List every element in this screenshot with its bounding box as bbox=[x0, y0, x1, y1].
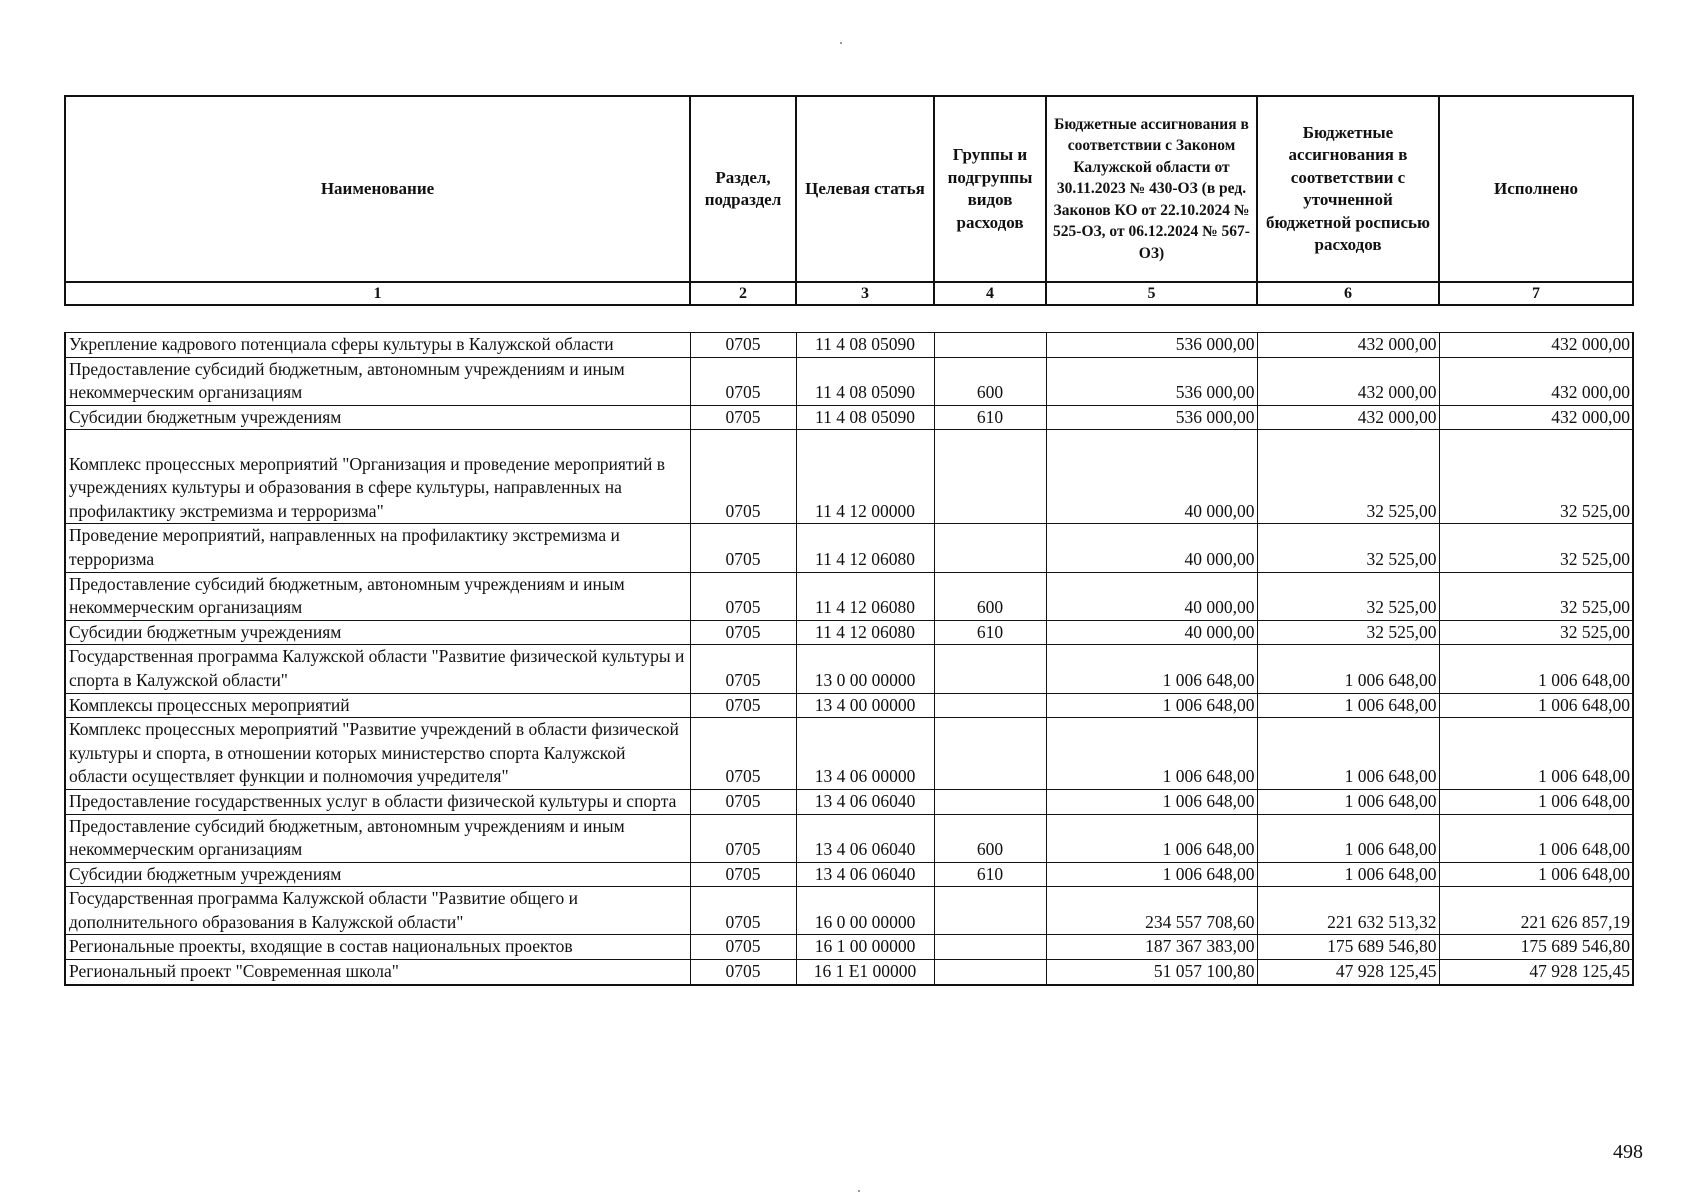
row-executed-amount: 32 525,00 bbox=[1439, 620, 1633, 645]
row-name: Субсидии бюджетным учреждениям bbox=[65, 620, 690, 645]
row-executed-amount: 1 006 648,00 bbox=[1439, 693, 1633, 718]
row-revised-amount: 432 000,00 bbox=[1257, 405, 1439, 430]
row-section: 0705 bbox=[690, 333, 796, 358]
row-expense-group: 600 bbox=[934, 814, 1046, 862]
row-section: 0705 bbox=[690, 862, 796, 887]
table-row bbox=[65, 524, 1633, 572]
scan-dot bbox=[840, 42, 842, 44]
row-section: 0705 bbox=[690, 718, 796, 790]
budget-table bbox=[64, 95, 1634, 986]
row-law-amount: 234 557 708,60 bbox=[1046, 887, 1257, 935]
row-section: 0705 bbox=[690, 405, 796, 430]
row-expense-group: 610 bbox=[934, 405, 1046, 430]
row-name: Предоставление государственных услуг в области физической культуры и спорта bbox=[65, 789, 690, 814]
row-name: Субсидии бюджетным учреждениям bbox=[65, 405, 690, 430]
row-expense-group: 610 bbox=[934, 620, 1046, 645]
row-target-article: 13 4 06 06040 bbox=[796, 789, 934, 814]
row-expense-group bbox=[934, 693, 1046, 718]
column-number: 1 bbox=[65, 282, 690, 305]
row-executed-amount: 221 626 857,19 bbox=[1439, 887, 1633, 935]
row-executed-amount: 1 006 648,00 bbox=[1439, 814, 1633, 862]
table-row bbox=[65, 789, 1633, 814]
row-law-amount: 536 000,00 bbox=[1046, 357, 1257, 405]
table-body bbox=[65, 305, 1633, 985]
row-expense-group bbox=[934, 935, 1046, 960]
row-name: Региональные проекты, входящие в состав национальных проектов bbox=[65, 935, 690, 960]
row-name: Государственная программа Калужской области "Развитие общего и дополнительного образования в Калужской области" bbox=[65, 887, 690, 935]
row-revised-amount: 1 006 648,00 bbox=[1257, 862, 1439, 887]
row-target-article: 16 0 00 00000 bbox=[796, 887, 934, 935]
row-name: Предоставление субсидий бюджетным, автономным учреждениям и иным некоммерческим организациям bbox=[65, 357, 690, 405]
row-expense-group bbox=[934, 718, 1046, 790]
row-section: 0705 bbox=[690, 887, 796, 935]
row-revised-amount: 432 000,00 bbox=[1257, 357, 1439, 405]
column-number: 4 bbox=[934, 282, 1046, 305]
row-revised-amount: 1 006 648,00 bbox=[1257, 789, 1439, 814]
row-target-article: 11 4 12 00000 bbox=[796, 430, 934, 524]
header-executed: Исполнено bbox=[1439, 96, 1633, 282]
row-target-article: 13 4 06 06040 bbox=[796, 862, 934, 887]
table-row bbox=[65, 572, 1633, 620]
row-name: Комплексы процессных мероприятий bbox=[65, 693, 690, 718]
table-row bbox=[65, 814, 1633, 862]
row-name: Предоставление субсидий бюджетным, автономным учреждениям и иным некоммерческим организациям bbox=[65, 572, 690, 620]
row-revised-amount: 221 632 513,32 bbox=[1257, 887, 1439, 935]
row-target-article: 11 4 08 05090 bbox=[796, 405, 934, 430]
row-revised-amount: 32 525,00 bbox=[1257, 430, 1439, 524]
row-section: 0705 bbox=[690, 960, 796, 985]
row-name: Укрепление кадрового потенциала сферы культуры в Калужской области bbox=[65, 333, 690, 358]
row-revised-amount: 1 006 648,00 bbox=[1257, 718, 1439, 790]
header-target-article: Целевая статья bbox=[796, 96, 934, 282]
row-law-amount: 40 000,00 bbox=[1046, 620, 1257, 645]
row-target-article: 11 4 12 06080 bbox=[796, 572, 934, 620]
row-revised-amount: 1 006 648,00 bbox=[1257, 693, 1439, 718]
row-section: 0705 bbox=[690, 814, 796, 862]
row-law-amount: 187 367 383,00 bbox=[1046, 935, 1257, 960]
table-row bbox=[65, 645, 1633, 693]
row-law-amount: 1 006 648,00 bbox=[1046, 789, 1257, 814]
row-executed-amount: 32 525,00 bbox=[1439, 524, 1633, 572]
column-number: 2 bbox=[690, 282, 796, 305]
row-expense-group bbox=[934, 645, 1046, 693]
row-law-amount: 1 006 648,00 bbox=[1046, 693, 1257, 718]
row-name: Субсидии бюджетным учреждениям bbox=[65, 862, 690, 887]
header-section: Раздел, подраздел bbox=[690, 96, 796, 282]
row-law-amount: 536 000,00 bbox=[1046, 333, 1257, 358]
row-law-amount: 40 000,00 bbox=[1046, 430, 1257, 524]
row-section: 0705 bbox=[690, 357, 796, 405]
table-row bbox=[65, 718, 1633, 790]
table-row bbox=[65, 430, 1633, 524]
row-expense-group bbox=[934, 789, 1046, 814]
row-revised-amount: 32 525,00 bbox=[1257, 620, 1439, 645]
row-executed-amount: 432 000,00 bbox=[1439, 405, 1633, 430]
column-number-row bbox=[65, 282, 1633, 305]
row-revised-amount: 32 525,00 bbox=[1257, 524, 1439, 572]
row-section: 0705 bbox=[690, 789, 796, 814]
row-expense-group bbox=[934, 333, 1046, 358]
row-section: 0705 bbox=[690, 524, 796, 572]
row-expense-group bbox=[934, 524, 1046, 572]
row-law-amount: 1 006 648,00 bbox=[1046, 718, 1257, 790]
row-name: Предоставление субсидий бюджетным, автономным учреждениям и иным некоммерческим организациям bbox=[65, 814, 690, 862]
row-executed-amount: 1 006 648,00 bbox=[1439, 718, 1633, 790]
row-revised-amount: 32 525,00 bbox=[1257, 572, 1439, 620]
row-executed-amount: 175 689 546,80 bbox=[1439, 935, 1633, 960]
table-row bbox=[65, 405, 1633, 430]
column-number: 7 bbox=[1439, 282, 1633, 305]
row-target-article: 16 1 00 00000 bbox=[796, 935, 934, 960]
row-target-article: 11 4 12 06080 bbox=[796, 620, 934, 645]
row-section: 0705 bbox=[690, 620, 796, 645]
row-target-article: 11 4 12 06080 bbox=[796, 524, 934, 572]
header-expense-groups: Группы и подгруппы видов расходов bbox=[934, 96, 1046, 282]
row-executed-amount: 47 928 125,45 bbox=[1439, 960, 1633, 985]
row-target-article: 11 4 08 05090 bbox=[796, 333, 934, 358]
row-target-article: 13 0 00 00000 bbox=[796, 645, 934, 693]
column-number: 5 bbox=[1046, 282, 1257, 305]
row-expense-group: 610 bbox=[934, 862, 1046, 887]
table-row bbox=[65, 357, 1633, 405]
row-section: 0705 bbox=[690, 430, 796, 524]
row-expense-group: 600 bbox=[934, 572, 1046, 620]
row-name: Региональный проект "Современная школа" bbox=[65, 960, 690, 985]
row-revised-amount: 47 928 125,45 bbox=[1257, 960, 1439, 985]
table-row bbox=[65, 862, 1633, 887]
row-executed-amount: 32 525,00 bbox=[1439, 430, 1633, 524]
header-revised-appropriations: Бюджетные ассигнования в соответствии с уточненной бюджетной росписью расходов bbox=[1257, 96, 1439, 282]
row-law-amount: 536 000,00 bbox=[1046, 405, 1257, 430]
row-executed-amount: 1 006 648,00 bbox=[1439, 862, 1633, 887]
row-expense-group bbox=[934, 430, 1046, 524]
row-section: 0705 bbox=[690, 645, 796, 693]
spacer-row bbox=[65, 305, 1633, 333]
row-revised-amount: 1 006 648,00 bbox=[1257, 814, 1439, 862]
row-name: Проведение мероприятий, направленных на профилактику экстремизма и терроризма bbox=[65, 524, 690, 572]
row-section: 0705 bbox=[690, 572, 796, 620]
row-expense-group: 600 bbox=[934, 357, 1046, 405]
row-name: Комплекс процессных мероприятий "Организация и проведение мероприятий в учреждениях культуры и образования в сфере культуры, направленных на профилактику экстремизма и терроризма" bbox=[65, 430, 690, 524]
row-revised-amount: 175 689 546,80 bbox=[1257, 935, 1439, 960]
row-section: 0705 bbox=[690, 693, 796, 718]
row-target-article: 11 4 08 05090 bbox=[796, 357, 934, 405]
row-law-amount: 40 000,00 bbox=[1046, 524, 1257, 572]
column-number: 6 bbox=[1257, 282, 1439, 305]
row-expense-group bbox=[934, 960, 1046, 985]
row-executed-amount: 432 000,00 bbox=[1439, 333, 1633, 358]
row-section: 0705 bbox=[690, 935, 796, 960]
row-executed-amount: 1 006 648,00 bbox=[1439, 789, 1633, 814]
row-executed-amount: 432 000,00 bbox=[1439, 357, 1633, 405]
row-executed-amount: 1 006 648,00 bbox=[1439, 645, 1633, 693]
row-target-article: 13 4 06 00000 bbox=[796, 718, 934, 790]
row-law-amount: 51 057 100,80 bbox=[1046, 960, 1257, 985]
row-target-article: 13 4 00 00000 bbox=[796, 693, 934, 718]
row-target-article: 16 1 Е1 00000 bbox=[796, 960, 934, 985]
header-name: Наименование bbox=[65, 96, 690, 282]
row-expense-group bbox=[934, 887, 1046, 935]
table-row bbox=[65, 620, 1633, 645]
table-row bbox=[65, 935, 1633, 960]
header-row bbox=[65, 96, 1633, 282]
row-law-amount: 1 006 648,00 bbox=[1046, 645, 1257, 693]
row-executed-amount: 32 525,00 bbox=[1439, 572, 1633, 620]
row-name: Комплекс процессных мероприятий "Развитие учреждений в области физической культуры и спорта, в отношении которых министерство спорта Калужской области осуществляет функции и полномочия учредителя" bbox=[65, 718, 690, 790]
row-law-amount: 1 006 648,00 bbox=[1046, 814, 1257, 862]
table-row bbox=[65, 693, 1633, 718]
table-row bbox=[65, 333, 1633, 358]
row-revised-amount: 432 000,00 bbox=[1257, 333, 1439, 358]
header-law-appropriations: Бюджетные ассигнования в соответствии с Законом Калужской области от 30.11.2023 № 430-ОЗ (в ред. Законов КО от 22.10.2024 № 525-ОЗ, от 06.12.2024 № 567-ОЗ) bbox=[1046, 96, 1257, 282]
row-revised-amount: 1 006 648,00 bbox=[1257, 645, 1439, 693]
row-name: Государственная программа Калужской области "Развитие физической культуры и спорта в Калужской области" bbox=[65, 645, 690, 693]
table-row bbox=[65, 887, 1633, 935]
page-number: 498 bbox=[1613, 1141, 1643, 1163]
row-target-article: 13 4 06 06040 bbox=[796, 814, 934, 862]
table-row bbox=[65, 960, 1633, 985]
column-number: 3 bbox=[796, 282, 934, 305]
row-law-amount: 1 006 648,00 bbox=[1046, 862, 1257, 887]
row-law-amount: 40 000,00 bbox=[1046, 572, 1257, 620]
scan-dot bbox=[858, 1190, 860, 1192]
